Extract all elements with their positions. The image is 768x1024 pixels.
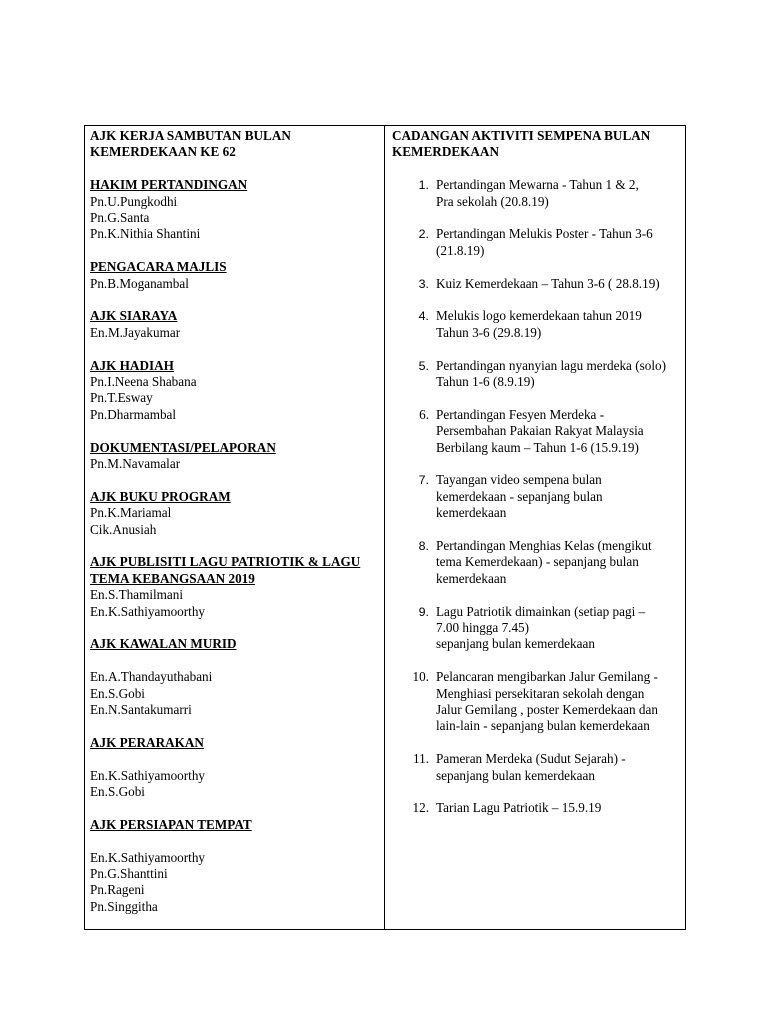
activity-item: [392, 177, 681, 210]
activity-item: [392, 358, 681, 391]
activity-text: Pertandingan Melukis Poster - Tahun 3-6 (21.8.19): [436, 226, 653, 258]
activity-number: 2.: [418, 227, 429, 242]
committee-member: En.M.Jayakumar: [90, 324, 181, 340]
committee-member: En.S.Gobi: [90, 685, 145, 701]
activity-number: 9.: [418, 604, 429, 619]
committee-section: [90, 308, 380, 341]
committee-member: En.N.Santakumarri: [90, 702, 192, 718]
activity-item: [392, 669, 681, 735]
activity-text: Pertandingan Menghias Kelas (mengikut tema Kemerdekaan) - sepanjang bulan kemerdekaan: [436, 538, 652, 586]
committee-sections: [90, 177, 380, 915]
activity-number: 10.: [412, 669, 429, 685]
section-heading: AJK SIARAYA: [90, 308, 178, 324]
activity-number: 1.: [418, 178, 429, 193]
activity-item: [392, 276, 681, 292]
committee-title: AJK KERJA SAMBUTAN BULAN KEMERDEKAAN KE 62: [90, 128, 291, 160]
activity-text: Pelancaran mengibarkan Jalur Gemilang - Menghiasi persekitaran sekolah dengan Jalur Gemilang , poster Kemerdekaan dan lain-lain - sepanjang bulan kemerdekaan: [436, 669, 658, 734]
committee-section: [90, 735, 380, 801]
section-heading: AJK HADIAH: [90, 357, 174, 373]
section-heading: PENGACARA MAJLIS: [90, 259, 227, 275]
section-spacer: [90, 751, 380, 767]
committee-section: [90, 489, 380, 538]
activities-title: CADANGAN AKTIVITI SEMPENA BULAN KEMERDEKAAN: [392, 128, 651, 160]
committee-member: En.K.Sathiyamoorthy: [90, 603, 206, 619]
activity-item: [392, 226, 681, 259]
activity-text: Kuiz Kemerdekaan – Tahun 3-6 ( 28.8.19): [436, 275, 660, 291]
activity-number: 4.: [418, 309, 429, 324]
activity-number: 5.: [418, 358, 429, 373]
committee-member: Cik.Anusiah: [90, 521, 157, 537]
section-heading: AJK BUKU PROGRAM: [90, 488, 231, 504]
activity-item: [392, 800, 681, 816]
committee-section: [90, 177, 380, 243]
committee-member: Pn.K.Mariamal: [90, 505, 172, 521]
committee-member: Pn.M.Navamalar: [90, 456, 181, 472]
activity-item: [392, 472, 681, 521]
committee-section: [90, 636, 380, 718]
activity-item: [392, 751, 681, 784]
section-spacer: [90, 833, 380, 849]
committee-member: Pn.G.Shanttini: [90, 866, 168, 882]
committee-member: Pn.K.Nithia Shantini: [90, 226, 201, 242]
activities-list: [392, 177, 681, 817]
committee-member: En.S.Gobi: [90, 784, 145, 800]
committee-member: Pn.I.Neena Shabana: [90, 374, 197, 390]
committee-table: [84, 125, 686, 930]
committee-section: [90, 259, 380, 292]
section-heading: AJK PUBLISITI LAGU PATRIOTIK & LAGU TEMA KEBANGSAAN 2019: [90, 554, 361, 586]
section-heading: AJK PERSIAPAN TEMPAT: [90, 816, 252, 832]
activity-text: Pertandingan nyanyian lagu merdeka (solo) Tahun 1-6 (8.9.19): [436, 357, 666, 390]
activity-text: Tarian Lagu Patriotik – 15.9.19: [436, 800, 602, 816]
section-spacer: [90, 653, 380, 669]
committee-member: Pn.G.Santa: [90, 210, 150, 226]
activity-number: 3.: [418, 276, 429, 291]
activity-item: [392, 407, 681, 456]
committee-section: [90, 440, 380, 473]
committee-member: Pn.Rageni: [90, 882, 145, 898]
committee-member: Pn.Singgitha: [90, 898, 158, 914]
section-heading: AJK KAWALAN MURID: [90, 636, 237, 652]
committee-section: [90, 358, 380, 424]
activity-item: [392, 538, 681, 587]
activity-number: 12.: [412, 800, 429, 816]
section-heading: AJK PERARAKAN: [90, 734, 204, 750]
committee-member: Pn.U.Pungkodhi: [90, 193, 178, 209]
activities-column: [385, 126, 685, 929]
activity-item: [392, 604, 681, 653]
activity-number: 7.: [418, 473, 429, 488]
activity-text: Pertandingan Mewarna - Tahun 1 & 2, Pra sekolah (20.8.19): [436, 177, 639, 209]
activity-text: Pameran Merdeka (Sudut Sejarah) - sepanjang bulan kemerdekaan: [436, 751, 626, 783]
committee-member: En.S.Thamilmani: [90, 587, 184, 603]
activity-text: Pertandingan Fesyen Merdeka - Persembahan Pakaian Rakyat Malaysia Berbilang kaum – Tahun 1-6 (15.9.19): [436, 406, 644, 455]
committee-column: [85, 126, 385, 929]
committee-member: Pn.T.Esway: [90, 390, 153, 406]
committee-member: En.K.Sathiyamoorthy: [90, 849, 206, 865]
activity-text: Tayangan video sempena bulan kemerdekaan - sepanjang bulan kemerdekaan: [436, 472, 603, 521]
committee-member: En.K.Sathiyamoorthy: [90, 767, 206, 783]
committee-member: Pn.Dharmambal: [90, 406, 177, 422]
committee-section: [90, 554, 380, 620]
committee-member: Pn.B.Moganambal: [90, 275, 189, 291]
committee-member: En.A.Thandayuthabani: [90, 669, 213, 685]
activity-item: [392, 308, 681, 341]
activity-number: 11.: [413, 751, 429, 767]
section-heading: DOKUMENTASI/PELAPORAN: [90, 439, 276, 455]
section-heading: HAKIM PERTANDINGAN: [90, 177, 248, 193]
committee-section: [90, 817, 380, 915]
activity-text: Lagu Patriotik dimainkan (setiap pagi – 7.00 hingga 7.45) sepanjang bulan kemerdekaan: [436, 603, 646, 652]
activity-text: Melukis logo kemerdekaan tahun 2019 Tahun 3-6 (29.8.19): [436, 308, 642, 340]
activity-number: 8.: [418, 539, 429, 554]
activity-number: 6.: [419, 406, 429, 422]
